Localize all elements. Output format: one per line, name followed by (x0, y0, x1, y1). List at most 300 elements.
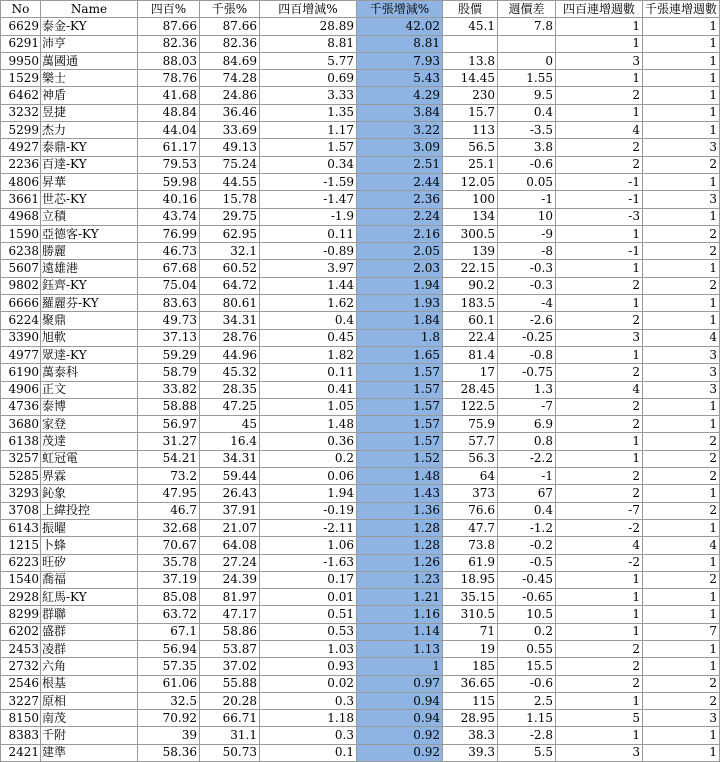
cell-price[interactable]: 19 (443, 640, 498, 657)
cell-no[interactable]: 2421 (1, 744, 41, 761)
cell-400-change[interactable]: 1.57 (260, 139, 357, 156)
cell-price[interactable]: 36.65 (443, 675, 498, 692)
cell-1000pct[interactable]: 66.71 (200, 710, 260, 727)
cell-1000-change[interactable]: 1.23 (357, 571, 443, 588)
cell-400pct[interactable]: 31.27 (138, 433, 200, 450)
cell-1000-streak[interactable]: 1 (643, 589, 720, 606)
cell-1000pct[interactable]: 49.13 (200, 139, 260, 156)
cell-400-streak[interactable]: 1 (556, 450, 643, 467)
cell-1000-change[interactable]: 2.05 (357, 243, 443, 260)
cell-400-streak[interactable]: 1 (556, 727, 643, 744)
cell-price[interactable]: 12.05 (443, 173, 498, 190)
cell-400-change[interactable]: 1.18 (260, 710, 357, 727)
cell-name[interactable]: 喬福 (41, 571, 138, 588)
table-row[interactable] (1, 606, 720, 623)
cell-400-streak[interactable]: 2 (556, 139, 643, 156)
cell-price[interactable]: 113 (443, 122, 498, 139)
cell-400-change[interactable]: 0.3 (260, 727, 357, 744)
cell-price[interactable] (443, 35, 498, 52)
cell-weekly-diff[interactable] (498, 35, 556, 52)
cell-400-change[interactable]: 1.48 (260, 416, 357, 433)
cell-1000-change[interactable]: 0.94 (357, 692, 443, 709)
cell-price[interactable]: 18.95 (443, 571, 498, 588)
cell-no[interactable]: 4806 (1, 173, 41, 190)
cell-no[interactable]: 6190 (1, 364, 41, 381)
cell-400-change[interactable]: -0.89 (260, 243, 357, 260)
cell-weekly-diff[interactable]: 67 (498, 485, 556, 502)
cell-400-streak[interactable]: 2 (556, 640, 643, 657)
cell-1000-change[interactable]: 1.28 (357, 519, 443, 536)
cell-1000-streak[interactable]: 3 (643, 139, 720, 156)
col-header-1000-streak[interactable]: 千張連增週數 (643, 1, 720, 18)
cell-1000-streak[interactable]: 4 (643, 537, 720, 554)
table-row[interactable] (1, 571, 720, 588)
cell-price[interactable]: 90.2 (443, 277, 498, 294)
cell-price[interactable]: 35.15 (443, 589, 498, 606)
cell-400pct[interactable]: 59.98 (138, 173, 200, 190)
cell-400-change[interactable]: -1.63 (260, 554, 357, 571)
cell-1000-change[interactable]: 1.21 (357, 589, 443, 606)
cell-400-change[interactable]: 1.62 (260, 295, 357, 312)
table-row[interactable] (1, 364, 720, 381)
cell-no[interactable]: 6143 (1, 519, 41, 536)
cell-1000-streak[interactable]: 1 (643, 70, 720, 87)
table-row[interactable] (1, 156, 720, 173)
cell-400-change[interactable]: 1.03 (260, 640, 357, 657)
cell-1000-streak[interactable]: 1 (643, 744, 720, 761)
cell-weekly-diff[interactable]: -0.3 (498, 277, 556, 294)
table-row[interactable] (1, 468, 720, 485)
cell-no[interactable]: 3227 (1, 692, 41, 709)
cell-400-change[interactable]: 0.93 (260, 658, 357, 675)
cell-weekly-diff[interactable]: 0.4 (498, 104, 556, 121)
cell-no[interactable]: 5299 (1, 122, 41, 139)
col-header-400pct[interactable]: 四百% (138, 1, 200, 18)
cell-1000-change[interactable]: 3.84 (357, 104, 443, 121)
cell-400pct[interactable]: 37.13 (138, 329, 200, 346)
cell-name[interactable]: 聚鼎 (41, 312, 138, 329)
table-row[interactable] (1, 139, 720, 156)
cell-no[interactable]: 6462 (1, 87, 41, 104)
cell-400-streak[interactable]: 4 (556, 537, 643, 554)
cell-name[interactable]: 紅馬-KY (41, 589, 138, 606)
cell-1000-streak[interactable]: 1 (643, 727, 720, 744)
col-header-price[interactable]: 股價 (443, 1, 498, 18)
cell-400-change[interactable]: 0.41 (260, 381, 357, 398)
col-header-400-streak[interactable]: 四百連增週數 (556, 1, 643, 18)
cell-400pct[interactable]: 82.36 (138, 35, 200, 52)
cell-weekly-diff[interactable]: 1.15 (498, 710, 556, 727)
cell-price[interactable]: 310.5 (443, 606, 498, 623)
cell-400-change[interactable]: 0.11 (260, 225, 357, 242)
cell-1000pct[interactable]: 59.44 (200, 468, 260, 485)
cell-weekly-diff[interactable]: -2.6 (498, 312, 556, 329)
cell-weekly-diff[interactable]: 0.05 (498, 173, 556, 190)
cell-no[interactable]: 2453 (1, 640, 41, 657)
cell-1000pct[interactable]: 26.43 (200, 485, 260, 502)
cell-1000-change[interactable]: 1 (357, 658, 443, 675)
cell-400-streak[interactable]: 2 (556, 312, 643, 329)
cell-name[interactable]: 虹冠電 (41, 450, 138, 467)
cell-1000-change[interactable]: 1.57 (357, 364, 443, 381)
cell-1000-streak[interactable]: 1 (643, 35, 720, 52)
cell-400pct[interactable]: 78.76 (138, 70, 200, 87)
cell-price[interactable]: 60.1 (443, 312, 498, 329)
cell-400-change[interactable]: 0.01 (260, 589, 357, 606)
cell-name[interactable]: 六角 (41, 658, 138, 675)
cell-400pct[interactable]: 76.99 (138, 225, 200, 242)
cell-name[interactable]: 沛亨 (41, 35, 138, 52)
cell-1000pct[interactable]: 24.86 (200, 87, 260, 104)
cell-no[interactable]: 3257 (1, 450, 41, 467)
cell-400-streak[interactable]: 1 (556, 260, 643, 277)
cell-no[interactable]: 1540 (1, 571, 41, 588)
cell-name[interactable]: 神盾 (41, 87, 138, 104)
cell-400-streak[interactable]: 2 (556, 485, 643, 502)
cell-name[interactable]: 家登 (41, 416, 138, 433)
cell-weekly-diff[interactable]: 10.5 (498, 606, 556, 623)
cell-weekly-diff[interactable]: -9 (498, 225, 556, 242)
cell-no[interactable]: 6238 (1, 243, 41, 260)
cell-1000pct[interactable]: 33.69 (200, 122, 260, 139)
cell-400-streak[interactable]: -2 (556, 554, 643, 571)
cell-no[interactable]: 2732 (1, 658, 41, 675)
cell-no[interactable]: 2546 (1, 675, 41, 692)
cell-1000pct[interactable]: 44.55 (200, 173, 260, 190)
col-header-weekly-diff[interactable]: 週價差 (498, 1, 556, 18)
cell-weekly-diff[interactable]: 6.9 (498, 416, 556, 433)
cell-name[interactable]: 群聯 (41, 606, 138, 623)
cell-1000pct[interactable]: 28.76 (200, 329, 260, 346)
table-row[interactable] (1, 18, 720, 35)
cell-name[interactable]: 根基 (41, 675, 138, 692)
cell-1000pct[interactable]: 36.46 (200, 104, 260, 121)
cell-400-change[interactable]: -1.47 (260, 191, 357, 208)
cell-400-change[interactable]: 3.33 (260, 87, 357, 104)
cell-no[interactable]: 3390 (1, 329, 41, 346)
table-row[interactable] (1, 433, 720, 450)
cell-400-streak[interactable]: 1 (556, 433, 643, 450)
cell-weekly-diff[interactable]: 2.5 (498, 692, 556, 709)
cell-1000-change[interactable]: 8.81 (357, 35, 443, 52)
cell-weekly-diff[interactable]: -0.65 (498, 589, 556, 606)
col-header-1000pct[interactable]: 千張% (200, 1, 260, 18)
cell-1000pct[interactable]: 50.73 (200, 744, 260, 761)
cell-400-change[interactable]: 0.36 (260, 433, 357, 450)
cell-1000-streak[interactable]: 2 (643, 502, 720, 519)
cell-400pct[interactable]: 46.73 (138, 243, 200, 260)
cell-name[interactable]: 鈊象 (41, 485, 138, 502)
cell-400pct[interactable]: 57.35 (138, 658, 200, 675)
cell-1000-streak[interactable]: 1 (643, 658, 720, 675)
cell-400pct[interactable]: 44.04 (138, 122, 200, 139)
cell-400-streak[interactable]: 2 (556, 277, 643, 294)
cell-weekly-diff[interactable]: 0.4 (498, 502, 556, 519)
cell-weekly-diff[interactable]: -0.5 (498, 554, 556, 571)
cell-400-streak[interactable]: -7 (556, 502, 643, 519)
cell-1000pct[interactable]: 20.28 (200, 692, 260, 709)
cell-1000-change[interactable]: 1.94 (357, 277, 443, 294)
cell-price[interactable]: 373 (443, 485, 498, 502)
cell-400-streak[interactable]: 1 (556, 589, 643, 606)
cell-name[interactable]: 卜蜂 (41, 537, 138, 554)
cell-price[interactable]: 15.7 (443, 104, 498, 121)
cell-1000pct[interactable]: 80.61 (200, 295, 260, 312)
cell-weekly-diff[interactable]: -1 (498, 468, 556, 485)
table-row[interactable] (1, 208, 720, 225)
cell-400-streak[interactable]: 3 (556, 329, 643, 346)
cell-400pct[interactable]: 48.84 (138, 104, 200, 121)
cell-1000pct[interactable]: 60.52 (200, 260, 260, 277)
cell-400-change[interactable]: 1.17 (260, 122, 357, 139)
cell-price[interactable]: 28.95 (443, 710, 498, 727)
table-row[interactable] (1, 416, 720, 433)
cell-1000-streak[interactable]: 1 (643, 208, 720, 225)
table-row[interactable] (1, 295, 720, 312)
cell-price[interactable]: 183.5 (443, 295, 498, 312)
cell-400-change[interactable]: 1.05 (260, 398, 357, 415)
cell-400-streak[interactable]: 1 (556, 104, 643, 121)
cell-1000-change[interactable]: 5.43 (357, 70, 443, 87)
cell-1000pct[interactable]: 44.96 (200, 346, 260, 363)
cell-1000pct[interactable]: 21.07 (200, 519, 260, 536)
table-row[interactable] (1, 519, 720, 536)
cell-weekly-diff[interactable]: 0.55 (498, 640, 556, 657)
cell-1000-streak[interactable]: 1 (643, 173, 720, 190)
cell-no[interactable]: 6223 (1, 554, 41, 571)
cell-weekly-diff[interactable]: -0.25 (498, 329, 556, 346)
cell-price[interactable]: 300.5 (443, 225, 498, 242)
cell-price[interactable]: 122.5 (443, 398, 498, 415)
cell-name[interactable]: 萬國通 (41, 52, 138, 69)
cell-400pct[interactable]: 61.17 (138, 139, 200, 156)
cell-400-streak[interactable]: 5 (556, 710, 643, 727)
cell-1000-streak[interactable]: 2 (643, 571, 720, 588)
cell-1000-change[interactable]: 1.26 (357, 554, 443, 571)
cell-1000-change[interactable]: 2.16 (357, 225, 443, 242)
cell-400pct[interactable]: 32.68 (138, 519, 200, 536)
cell-weekly-diff[interactable]: -0.6 (498, 156, 556, 173)
cell-1000-change[interactable]: 1.52 (357, 450, 443, 467)
cell-400pct[interactable]: 73.2 (138, 468, 200, 485)
cell-1000pct[interactable]: 34.31 (200, 312, 260, 329)
cell-weekly-diff[interactable]: 7.8 (498, 18, 556, 35)
cell-weekly-diff[interactable]: -0.45 (498, 571, 556, 588)
cell-1000pct[interactable]: 31.1 (200, 727, 260, 744)
cell-1000pct[interactable]: 87.66 (200, 18, 260, 35)
cell-1000-change[interactable]: 2.03 (357, 260, 443, 277)
cell-no[interactable]: 6138 (1, 433, 41, 450)
table-row[interactable] (1, 675, 720, 692)
cell-400-streak[interactable]: -2 (556, 519, 643, 536)
cell-weekly-diff[interactable]: -0.6 (498, 675, 556, 692)
cell-400-change[interactable]: 8.81 (260, 35, 357, 52)
cell-no[interactable]: 1529 (1, 70, 41, 87)
cell-1000-streak[interactable]: 3 (643, 364, 720, 381)
cell-400-streak[interactable]: 1 (556, 346, 643, 363)
cell-1000-change[interactable]: 1.93 (357, 295, 443, 312)
cell-no[interactable]: 3293 (1, 485, 41, 502)
cell-1000-streak[interactable]: 1 (643, 416, 720, 433)
cell-name[interactable]: 昱捷 (41, 104, 138, 121)
cell-400pct[interactable]: 49.73 (138, 312, 200, 329)
table-row[interactable] (1, 312, 720, 329)
cell-1000-change[interactable]: 2.24 (357, 208, 443, 225)
cell-no[interactable]: 5285 (1, 468, 41, 485)
cell-1000-change[interactable]: 3.22 (357, 122, 443, 139)
cell-400-change[interactable]: 0.02 (260, 675, 357, 692)
cell-price[interactable]: 28.45 (443, 381, 498, 398)
cell-price[interactable]: 17 (443, 364, 498, 381)
cell-400-change[interactable]: 0.2 (260, 450, 357, 467)
cell-400pct[interactable]: 35.78 (138, 554, 200, 571)
table-row[interactable] (1, 173, 720, 190)
cell-400-change[interactable]: 1.44 (260, 277, 357, 294)
cell-price[interactable]: 56.5 (443, 139, 498, 156)
cell-name[interactable]: 旭軟 (41, 329, 138, 346)
table-row[interactable] (1, 381, 720, 398)
cell-price[interactable]: 100 (443, 191, 498, 208)
cell-1000-change[interactable]: 1.84 (357, 312, 443, 329)
cell-400pct[interactable]: 56.97 (138, 416, 200, 433)
cell-no[interactable]: 8150 (1, 710, 41, 727)
cell-name[interactable]: 南茂 (41, 710, 138, 727)
cell-no[interactable]: 1590 (1, 225, 41, 242)
cell-1000-change[interactable]: 1.43 (357, 485, 443, 502)
cell-weekly-diff[interactable]: -2.8 (498, 727, 556, 744)
table-row[interactable] (1, 554, 720, 571)
cell-no[interactable]: 9802 (1, 277, 41, 294)
cell-weekly-diff[interactable]: -3.5 (498, 122, 556, 139)
cell-1000-streak[interactable]: 3 (643, 381, 720, 398)
cell-weekly-diff[interactable]: -1.2 (498, 519, 556, 536)
cell-1000-change[interactable]: 1.36 (357, 502, 443, 519)
cell-1000-change[interactable]: 1.57 (357, 398, 443, 415)
cell-weekly-diff[interactable]: 10 (498, 208, 556, 225)
col-header-400-change[interactable]: 四百增減% (260, 1, 357, 18)
cell-400-change[interactable]: -0.19 (260, 502, 357, 519)
cell-weekly-diff[interactable]: -0.75 (498, 364, 556, 381)
cell-400pct[interactable]: 40.16 (138, 191, 200, 208)
cell-1000-streak[interactable]: 1 (643, 485, 720, 502)
cell-1000-streak[interactable]: 2 (643, 675, 720, 692)
cell-no[interactable]: 3708 (1, 502, 41, 519)
cell-400-change[interactable]: 0.53 (260, 623, 357, 640)
cell-1000-change[interactable]: 1.57 (357, 381, 443, 398)
cell-name[interactable]: 昇華 (41, 173, 138, 190)
cell-1000-change[interactable]: 0.97 (357, 675, 443, 692)
cell-400-change[interactable]: 0.4 (260, 312, 357, 329)
cell-400-streak[interactable]: -1 (556, 173, 643, 190)
cell-name[interactable]: 原相 (41, 692, 138, 709)
cell-400-streak[interactable]: 3 (556, 744, 643, 761)
cell-1000-change[interactable]: 0.92 (357, 744, 443, 761)
table-row[interactable] (1, 692, 720, 709)
cell-price[interactable]: 139 (443, 243, 498, 260)
cell-1000-change[interactable]: 1.57 (357, 433, 443, 450)
table-row[interactable] (1, 450, 720, 467)
table-row[interactable] (1, 329, 720, 346)
table-row[interactable] (1, 710, 720, 727)
cell-no[interactable]: 3661 (1, 191, 41, 208)
cell-price[interactable]: 185 (443, 658, 498, 675)
table-row[interactable] (1, 87, 720, 104)
cell-1000-streak[interactable]: 1 (643, 18, 720, 35)
cell-1000pct[interactable]: 29.75 (200, 208, 260, 225)
cell-name[interactable]: 樂士 (41, 70, 138, 87)
cell-no[interactable]: 3680 (1, 416, 41, 433)
cell-price[interactable]: 13.8 (443, 52, 498, 69)
cell-price[interactable]: 81.4 (443, 346, 498, 363)
cell-400-streak[interactable]: 2 (556, 675, 643, 692)
table-row[interactable] (1, 104, 720, 121)
table-row[interactable] (1, 658, 720, 675)
cell-400pct[interactable]: 67.1 (138, 623, 200, 640)
cell-1000-streak[interactable]: 3 (643, 191, 720, 208)
cell-name[interactable]: 勝麗 (41, 243, 138, 260)
cell-price[interactable]: 75.9 (443, 416, 498, 433)
cell-no[interactable]: 6666 (1, 295, 41, 312)
cell-1000-streak[interactable]: 7 (643, 623, 720, 640)
table-row[interactable] (1, 623, 720, 640)
cell-name[interactable]: 遠雄港 (41, 260, 138, 277)
table-row[interactable] (1, 277, 720, 294)
cell-1000-change[interactable]: 42.02 (357, 18, 443, 35)
cell-400-streak[interactable]: 2 (556, 156, 643, 173)
cell-400-change[interactable]: 0.34 (260, 156, 357, 173)
cell-name[interactable]: 上緯投控 (41, 502, 138, 519)
cell-1000-change[interactable]: 0.92 (357, 727, 443, 744)
cell-1000pct[interactable]: 74.28 (200, 70, 260, 87)
cell-no[interactable]: 6224 (1, 312, 41, 329)
cell-1000-streak[interactable]: 1 (643, 398, 720, 415)
cell-400pct[interactable]: 83.63 (138, 295, 200, 312)
cell-1000pct[interactable]: 24.39 (200, 571, 260, 588)
cell-400-change[interactable]: 0.51 (260, 606, 357, 623)
cell-1000-streak[interactable]: 1 (643, 260, 720, 277)
cell-400-change[interactable]: 0.06 (260, 468, 357, 485)
table-row[interactable] (1, 589, 720, 606)
table-row[interactable] (1, 502, 720, 519)
cell-name[interactable]: 羅麗芬-KY (41, 295, 138, 312)
cell-1000-streak[interactable]: 2 (643, 468, 720, 485)
cell-400pct[interactable]: 67.68 (138, 260, 200, 277)
cell-price[interactable]: 73.8 (443, 537, 498, 554)
cell-1000-streak[interactable]: 1 (643, 554, 720, 571)
cell-1000pct[interactable]: 84.69 (200, 52, 260, 69)
cell-1000-streak[interactable]: 1 (643, 312, 720, 329)
cell-name[interactable]: 世芯-KY (41, 191, 138, 208)
table-row[interactable] (1, 243, 720, 260)
cell-weekly-diff[interactable]: 1.55 (498, 70, 556, 87)
cell-name[interactable]: 旺矽 (41, 554, 138, 571)
cell-1000pct[interactable]: 28.35 (200, 381, 260, 398)
cell-400pct[interactable]: 56.94 (138, 640, 200, 657)
cell-weekly-diff[interactable]: -0.8 (498, 346, 556, 363)
cell-400-change[interactable]: -1.59 (260, 173, 357, 190)
cell-400-streak[interactable]: 1 (556, 571, 643, 588)
cell-1000-streak[interactable]: 1 (643, 295, 720, 312)
cell-1000-change[interactable]: 2.36 (357, 191, 443, 208)
cell-400-streak[interactable]: 3 (556, 52, 643, 69)
cell-name[interactable]: 建準 (41, 744, 138, 761)
cell-price[interactable]: 22.15 (443, 260, 498, 277)
cell-price[interactable]: 115 (443, 692, 498, 709)
cell-name[interactable]: 萬泰科 (41, 364, 138, 381)
cell-400pct[interactable]: 70.67 (138, 537, 200, 554)
cell-400pct[interactable]: 58.79 (138, 364, 200, 381)
cell-1000-change[interactable]: 1.8 (357, 329, 443, 346)
